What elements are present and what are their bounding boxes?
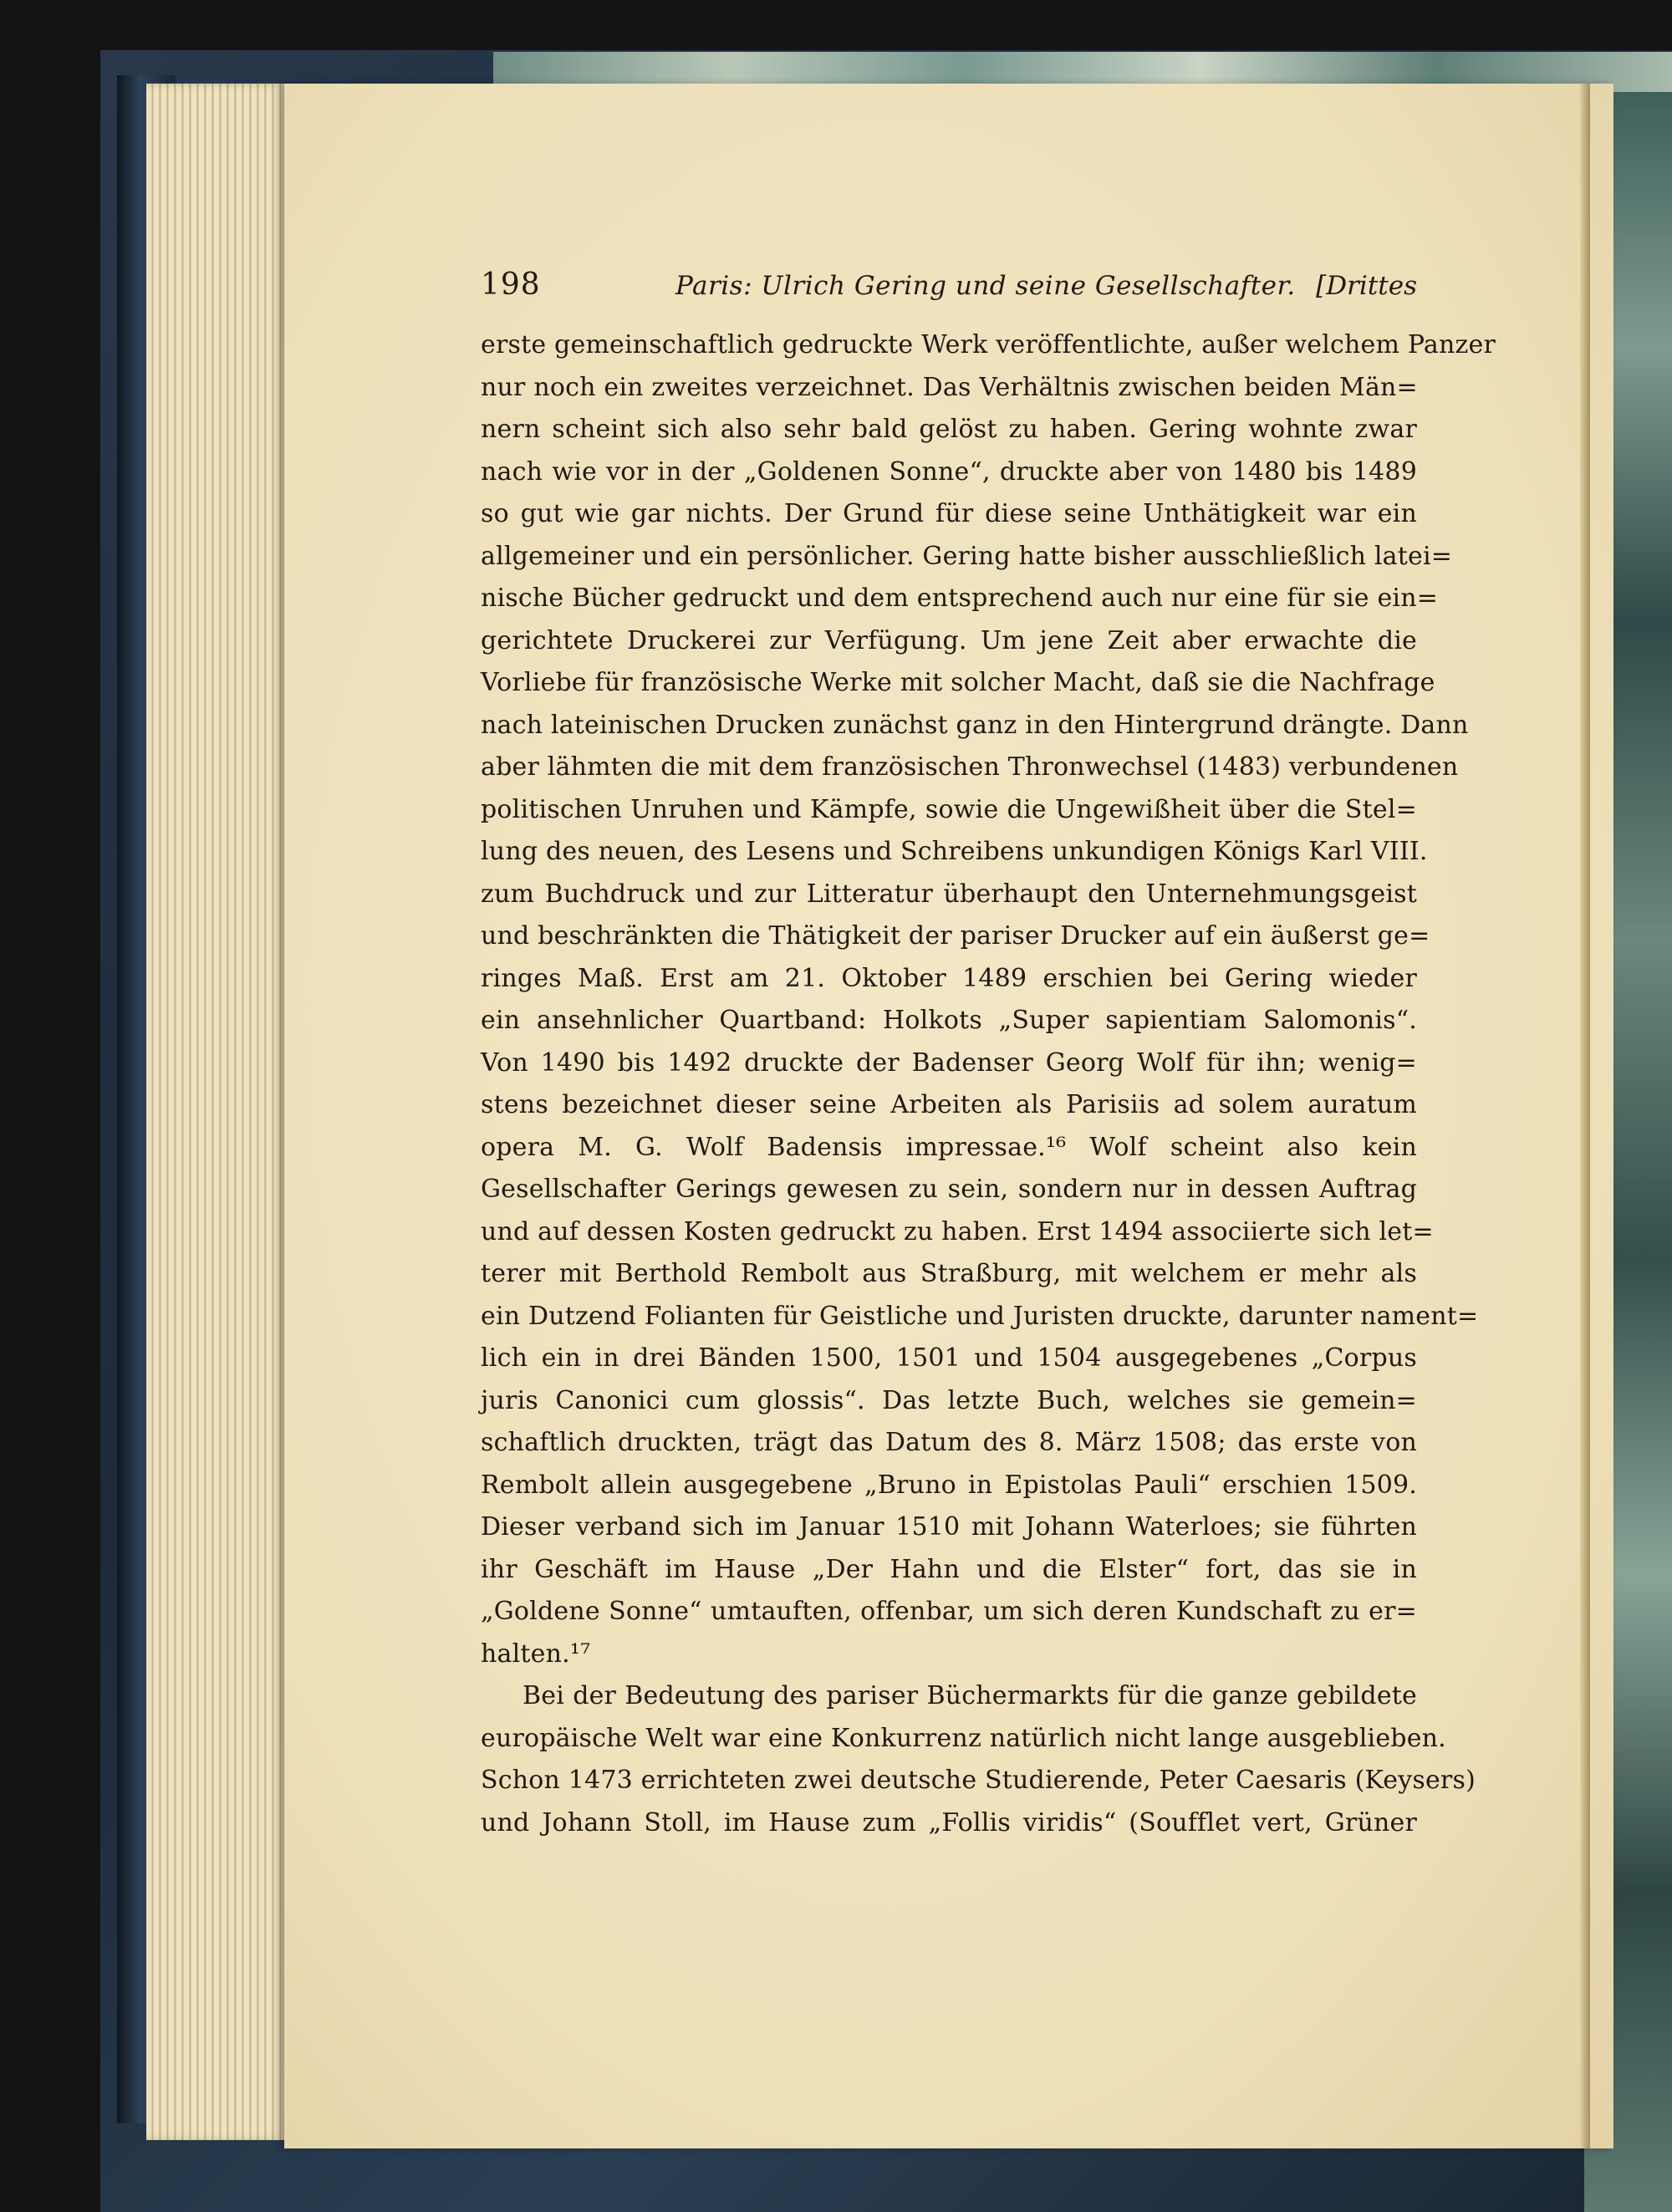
text-line: nur noch ein zweites verzeichnet. Das Verhältnis zwischen beiden Män= bbox=[481, 372, 1418, 402]
section-marker: [Drittes bbox=[1316, 271, 1417, 301]
text-line: und auf dessen Kosten gedruckt zu haben. Erst 1494 associierte sich let= bbox=[481, 1216, 1434, 1246]
text-line: lich ein in drei Bänden 1500, 1501 und 1504 ausgegebenes „Corpus bbox=[481, 1343, 1417, 1373]
text-line: ein Dutzend Folianten für Geistliche und Juristen druckte, darunter nament= bbox=[481, 1301, 1479, 1331]
body-text bbox=[481, 324, 1496, 1844]
text-line: allgemeiner und ein persönlicher. Gering hatte bisher ausschließlich latei= bbox=[481, 541, 1453, 571]
text-line: europäische Welt war eine Konkurrenz natürlich nicht lange ausgeblieben. bbox=[481, 1723, 1446, 1753]
text-line: nische Bücher gedruckt und dem entsprechend auch nur eine für sie ein= bbox=[481, 584, 1439, 613]
page-number: 198 bbox=[481, 268, 541, 302]
page-gutter-edge bbox=[1580, 84, 1590, 2148]
text-line: zum Buchdruck und zur Litteratur überhaupt den Unternehmungsgeist bbox=[481, 879, 1417, 909]
text-line: lung des neuen, des Lesens und Schreibens unkundigen Königs Karl VIII. bbox=[481, 837, 1428, 866]
text-line: Gesellschafter Gerings gewesen zu sein, sondern nur in dessen Auftrag bbox=[481, 1175, 1417, 1204]
text-line: Dieser verband sich im Januar 1510 mit Johann Waterloes; sie führten bbox=[481, 1512, 1417, 1542]
text-line: nach wie vor in der „Goldenen Sonne“, druckte aber von 1480 bis 1489 bbox=[481, 456, 1417, 487]
text-line: ringes Maß. Erst am 21. Oktober 1489 erschien bei Gering wieder bbox=[481, 963, 1417, 993]
text-line: Rembolt allein ausgegebene „Bruno in Epistolas Pauli“ erschien 1509. bbox=[481, 1470, 1417, 1500]
text-line: opera M. G. Wolf Badensis impressae.¹⁶ Wolf scheint also kein bbox=[481, 1132, 1417, 1162]
text-line: Vorliebe für französische Werke mit solcher Macht, daß sie die Nachfrage bbox=[481, 668, 1435, 697]
text-line: ein ansehnlicher Quartband: Holkots „Super sapientiam Salomonis“. bbox=[481, 1006, 1417, 1035]
text-line: schaftlich druckten, trägt das Datum des 8. März 1508; das erste von bbox=[481, 1428, 1417, 1457]
text-line: halten.¹⁷ bbox=[481, 1639, 591, 1669]
text-line: ihr Geschäft im Hause „Der Hahn und die Elster“ fort, das sie in bbox=[481, 1554, 1417, 1584]
text-line: stens bezeichnet dieser seine Arbeiten als Parisiis ad solem auratum bbox=[481, 1090, 1417, 1119]
text-line: nern scheint sich also sehr bald gelöst zu haben. Gering wohnte zwar bbox=[481, 415, 1417, 444]
text-line: nach lateinischen Drucken zunächst ganz in den Hintergrund drängte. Dann bbox=[481, 710, 1469, 740]
text-line: Bei der Bedeutung des pariser Büchermarkts für die ganze gebildete bbox=[522, 1681, 1417, 1710]
text-line: und beschränkten die Thätigkeit der pariser Drucker auf ein äußerst ge= bbox=[481, 921, 1430, 951]
text-line: politischen Unruhen und Kämpfe, sowie die Ungewißheit über die Stel= bbox=[481, 794, 1417, 824]
running-title: Paris: Ulrich Gering und seine Gesellschafter. bbox=[675, 271, 1296, 301]
text-line: erste gemeinschaftlich gedruckte Werk veröffentlichte, außer welchem Panzer bbox=[481, 330, 1496, 359]
text-line: juris Canonici cum glossis“. Das letzte Buch, welches sie gemein= bbox=[481, 1385, 1417, 1415]
text-line: „Goldene Sonne“ umtauften, offenbar, um sich deren Kundschaft zu er= bbox=[481, 1597, 1417, 1626]
text-line: und Johann Stoll, im Hause zum „Follis viridis“ (Soufflet vert, Grüner bbox=[481, 1807, 1417, 1837]
text-line: gerichtete Druckerei zur Verfügung. Um jene Zeit aber erwachte die bbox=[481, 625, 1417, 655]
text-line: aber lähmten die mit dem französischen Thronwechsel (1483) verbundenen bbox=[481, 752, 1459, 782]
text-line: so gut wie gar nichts. Der Grund für diese seine Unthätigkeit war ein bbox=[481, 499, 1417, 528]
page-header bbox=[481, 268, 1417, 309]
text-line: Schon 1473 errichteten zwei deutsche Studierende, Peter Caesaris (Keysers) bbox=[481, 1766, 1476, 1795]
text-line: terer mit Berthold Rembolt aus Straßburg, mit welchem er mehr als bbox=[481, 1259, 1417, 1288]
text-line: Von 1490 bis 1492 druckte der Badenser Georg Wolf für ihn; wenig= bbox=[481, 1047, 1417, 1078]
page-edges bbox=[146, 84, 284, 2140]
